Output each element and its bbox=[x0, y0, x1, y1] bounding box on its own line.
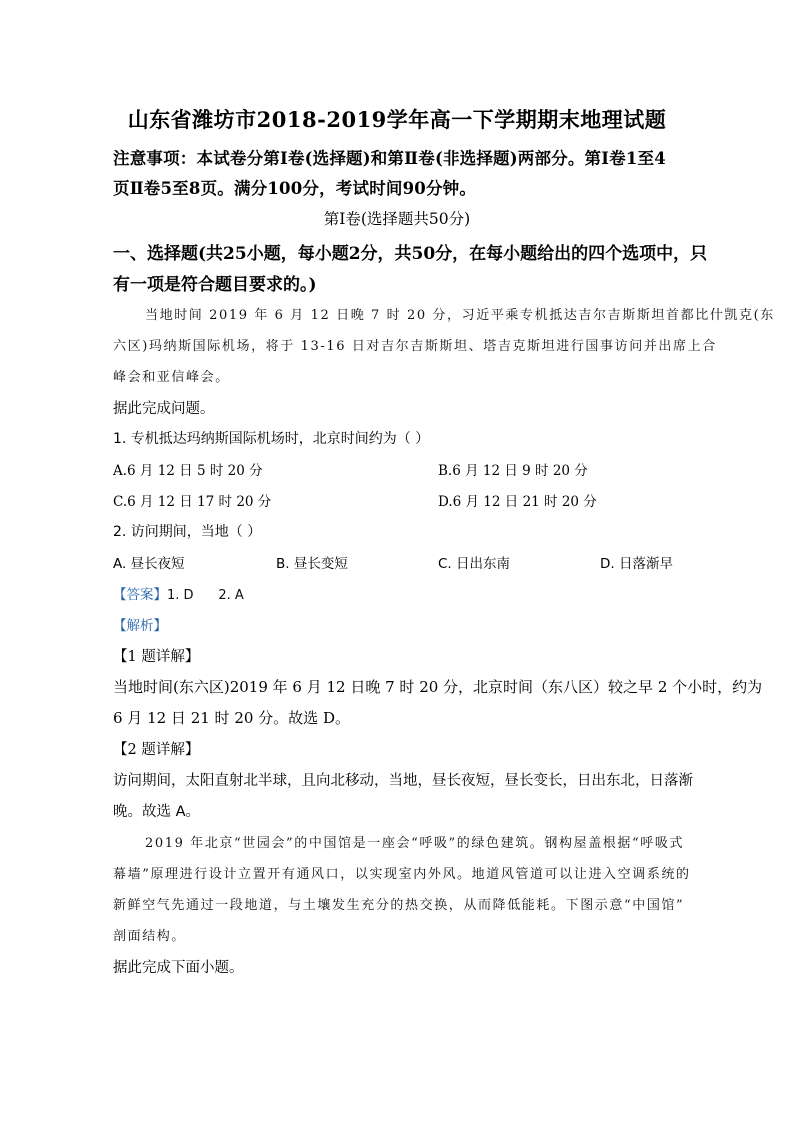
part-heading-line-2: 有一项是符合题目要求的。) bbox=[113, 275, 317, 295]
notice-line-1: 注意事项：本试卷分第Ⅰ卷(选择题)和第Ⅱ卷(非选择题)两部分。第Ⅰ卷1至4 bbox=[113, 149, 666, 168]
detail-2-line: 访问期间，太阳直射北半球，且向北移动，当地，昼长夜短，昼长变长，日出东北，日落渐 bbox=[113, 773, 693, 789]
answer-values: 1. D 2. A bbox=[167, 588, 244, 603]
document-title: 山东省潍坊市2018-2019学年高一下学期期末地理试题 bbox=[127, 107, 667, 132]
answer-tag: 【答案】 bbox=[113, 587, 167, 603]
question-2-stem: 2. 访问期间，当地（ ） bbox=[113, 524, 262, 540]
detail-2-line: 晚。故选 A。 bbox=[113, 804, 201, 820]
passage-line: 新鲜空气先通过一段地道，与土壤发生充分的热交换，从而降低能耗。下图示意“中国馆” bbox=[113, 898, 685, 913]
detail-2-heading: 【2 题详解】 bbox=[113, 742, 200, 758]
question-1-option-b[interactable]: B.6 月 12 日 9 时 20 分 bbox=[438, 463, 588, 479]
question-2-option-a[interactable]: A. 昼长夜短 bbox=[113, 556, 185, 572]
part-heading-line-1: 一、选择题(共25小题，每小题2分，共50分，在每小题给出的四个选项中，只 bbox=[113, 244, 708, 264]
passage-line: 2019 年北京“世园会”的中国馆是一座会“呼吸”的绿色建筑。钢构屋盖根据“呼吸式 bbox=[145, 836, 685, 851]
question-1-option-c[interactable]: C.6 月 12 日 17 时 20 分 bbox=[113, 494, 272, 510]
passage-line: 六区)玛纳斯国际机场，将于 13-16 日对吉尔吉斯斯坦、塔吉克斯坦进行国事访问并出席上合 bbox=[113, 339, 717, 354]
passage-line: 峰会和亚信峰会。 bbox=[113, 370, 230, 385]
section-heading: 第Ⅰ卷(选择题共50分) bbox=[323, 210, 471, 228]
question-1-option-a[interactable]: A.6 月 12 日 5 时 20 分 bbox=[113, 463, 263, 479]
analysis-tag: 【解析】 bbox=[113, 618, 167, 634]
question-2-option-d[interactable]: D. 日落渐早 bbox=[600, 556, 673, 572]
passage-line: 幕墙”原理进行设计立置开有通风口，以实现室内外风。地道风管道可以让进入空调系统的 bbox=[113, 867, 691, 882]
detail-1-line: 6 月 12 日 21 时 20 分。故选 D。 bbox=[113, 709, 350, 727]
question-1-option-d[interactable]: D.6 月 12 日 21 时 20 分 bbox=[438, 494, 597, 510]
question-1-stem: 1. 专机抵达玛纳斯国际机场时，北京时间约为（ ） bbox=[113, 431, 430, 447]
question-2-option-c[interactable]: C. 日出东南 bbox=[438, 556, 511, 572]
instruction: 据此完成问题。 bbox=[113, 401, 215, 417]
passage-line: 剖面结构。 bbox=[113, 929, 187, 944]
detail-1-line: 当地时间(东六区)2019 年 6 月 12 日晚 7 时 20 分，北京时间（东八区）较之早 2 个小时，约为 bbox=[113, 678, 763, 696]
notice-line-2: 页Ⅱ卷5至8页。满分100分，考试时间90分钟。 bbox=[113, 179, 477, 198]
passage-line: 当地时间 2019 年 6 月 12 日晚 7 时 20 分，习近平乘专机抵达吉尔吉斯斯坦首都比什凯克(东 bbox=[145, 308, 775, 323]
detail-1-heading: 【1 题详解】 bbox=[113, 649, 200, 665]
question-2-option-b[interactable]: B. 昼长变短 bbox=[276, 556, 348, 572]
instruction: 据此完成下面小题。 bbox=[113, 960, 244, 976]
answer-row bbox=[113, 583, 244, 603]
